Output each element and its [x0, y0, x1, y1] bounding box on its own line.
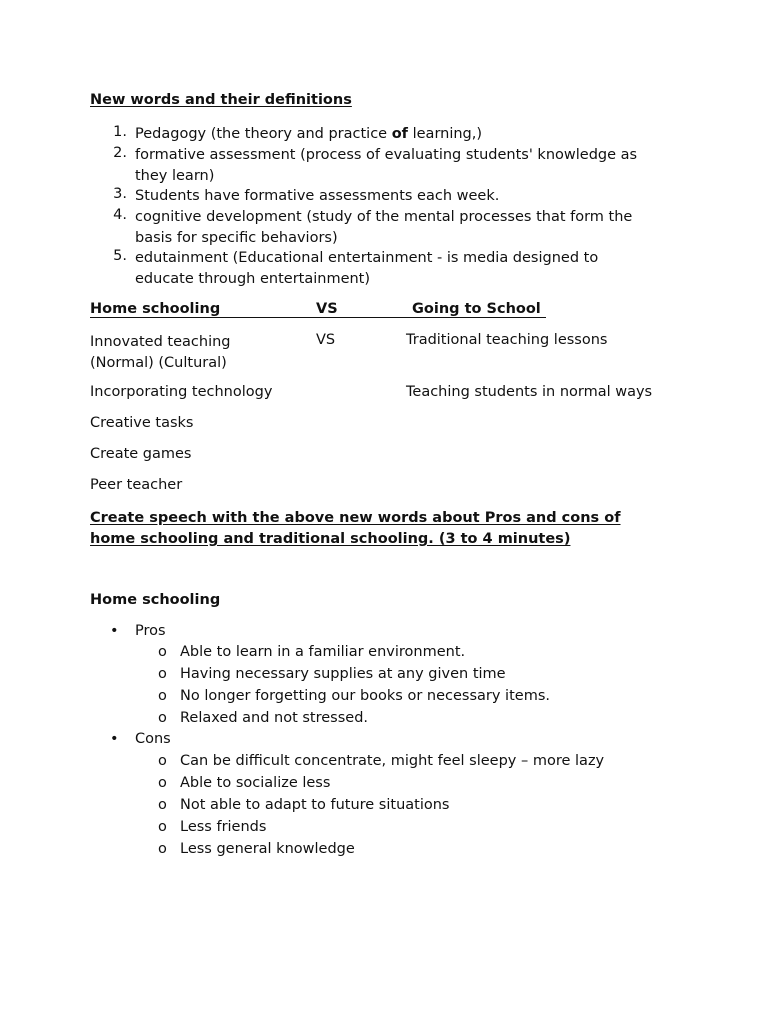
bullet-icon: •: [110, 731, 119, 747]
sub-bullet-icon: o: [158, 666, 167, 682]
definitions-heading: New words and their definitions: [90, 92, 352, 108]
list-number: 4.: [113, 207, 127, 223]
sub-bullet-icon: o: [158, 819, 167, 835]
list-item-text: cognitive development (study of the mental processes that form the basis for specific behaviors): [135, 209, 633, 246]
pros-item: Having necessary supplies at any given time: [180, 666, 506, 682]
list-item-text: formative assessment (process of evaluating students' knowledge as they learn): [135, 147, 638, 184]
pros-item: Able to learn in a familiar environment.: [180, 644, 466, 660]
list-number: 5.: [113, 248, 127, 264]
col-vs-header: VS: [316, 301, 338, 317]
sub-bullet-icon: o: [158, 710, 167, 726]
cons-item: Less general knowledge: [180, 841, 355, 857]
list-item-text: edutainment (Educational entertainment - is media designed to educate through entertainment): [135, 250, 599, 287]
sub-bullet-icon: o: [158, 753, 167, 769]
cons-item: Can be difficult concentrate, might feel sleepy – more lazy: [180, 753, 605, 769]
list-number: 1.: [113, 124, 127, 140]
section-title: Home schooling: [90, 592, 221, 608]
pros-label: Pros: [135, 623, 166, 639]
col-going-to-school-header: Going to School: [412, 301, 541, 317]
header-underline: [90, 317, 546, 318]
row-right-cell: Teaching students in normal ways: [406, 384, 653, 400]
cons-item: Less friends: [180, 819, 267, 835]
cons-label: Cons: [135, 731, 171, 747]
row-right-cell: Traditional teaching lessons: [406, 332, 608, 348]
sub-bullet-icon: o: [158, 644, 167, 660]
list-number: 3.: [113, 186, 127, 202]
sub-bullet-icon: o: [158, 841, 167, 857]
list-number: 2.: [113, 145, 127, 161]
pros-item: No longer forgetting our books or necessary items.: [180, 688, 550, 704]
pros-item: Relaxed and not stressed.: [180, 710, 369, 726]
row-left-cell: Peer teacher: [90, 477, 183, 493]
row-left-cell: Creative tasks: [90, 415, 194, 431]
col-home-schooling-header: Home schooling: [90, 301, 221, 317]
row-mid-cell: VS: [316, 332, 336, 348]
row-left-cell: Incorporating technology: [90, 384, 273, 400]
bullet-icon: •: [110, 623, 119, 639]
cons-item: Not able to adapt to future situations: [180, 797, 450, 813]
sub-bullet-icon: o: [158, 797, 167, 813]
list-item-text: Pedagogy (the theory and practice of learning,): [135, 126, 483, 142]
row-left-cell: Create games: [90, 446, 192, 462]
row-left-cell: Innovated teaching (Normal) (Cultural): [90, 334, 231, 371]
sub-bullet-icon: o: [158, 688, 167, 704]
task-instruction: Create speech with the above new words about Pros and cons of home schooling and traditional schooling. (3 to 4 minutes): [90, 510, 621, 547]
list-item-text: Students have formative assessments each week.: [135, 188, 500, 204]
sub-bullet-icon: o: [158, 775, 167, 791]
cons-item: Able to socialize less: [180, 775, 331, 791]
